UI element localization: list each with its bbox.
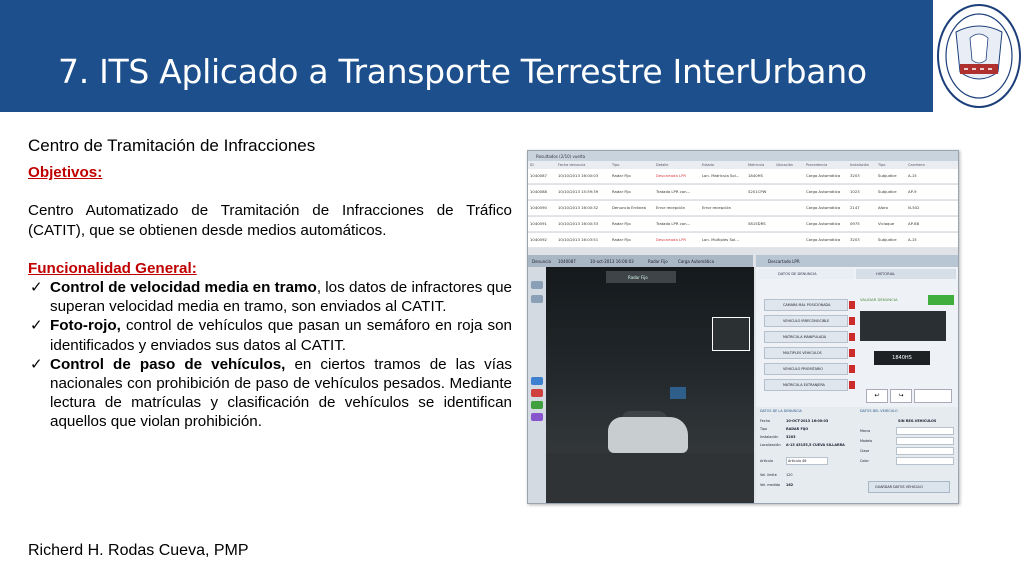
- tab-label: HISTORIAL: [876, 272, 896, 276]
- road: [546, 453, 754, 503]
- action-button[interactable]: [764, 299, 848, 311]
- tool-icon[interactable]: [531, 377, 543, 385]
- table-cell: 1040090: [530, 205, 547, 210]
- table-cell: 1040092: [530, 237, 547, 242]
- save-vehicle-button[interactable]: [868, 481, 950, 493]
- table-cell: 1040088: [530, 189, 547, 194]
- tool-icon[interactable]: [531, 401, 543, 409]
- table-cell: Carga Automática: [806, 173, 841, 178]
- author-name: Richerd H. Rodas Cueva, PMP: [28, 542, 249, 559]
- form-value: A-15 45155,5 CUEVA SILLARRA: [786, 443, 845, 447]
- table-cell: Carga Automática: [806, 189, 841, 194]
- check-icon: ✓: [30, 279, 43, 297]
- flag-icon: [849, 381, 855, 389]
- table-row[interactable]: [528, 201, 958, 216]
- table-cell: AP-68: [908, 221, 920, 226]
- radar-photo: [546, 267, 754, 503]
- check-icon: ✓: [30, 317, 43, 335]
- denuncia-form: [756, 407, 958, 503]
- flag-icon: [849, 301, 855, 309]
- list-item: [28, 278, 512, 316]
- table-cell: 3203: [850, 237, 860, 242]
- slide-title: 7. ITS Aplicado a Transporte Terrestre InterUrbano: [58, 52, 867, 91]
- bullet-text: , los datos de infractores que superan velocidad media en tramo, son enviados al CATIT.: [50, 279, 512, 316]
- column-header: Detalle: [656, 163, 669, 167]
- table-cell: 10/10/2013 16:00:32: [558, 205, 599, 210]
- tool-icon[interactable]: [531, 413, 543, 421]
- table-cell: 5815DRS: [748, 221, 766, 226]
- university-seal-logo: [936, 2, 1022, 110]
- form-value: 162: [786, 483, 794, 487]
- table-row[interactable]: [528, 217, 958, 232]
- form-value: SIN REG.VEHICULOS: [898, 419, 937, 423]
- table-cell: Vicioque: [878, 221, 895, 226]
- table-cell: Lon. Matrícula Sol...: [702, 173, 740, 178]
- table-cell: 1040091: [530, 221, 547, 226]
- redo-icon[interactable]: ↪: [890, 389, 912, 403]
- form-label: Vel. limite: [760, 473, 777, 477]
- tab-datos-denuncia[interactable]: [758, 269, 854, 279]
- form-label: Clase: [860, 449, 870, 453]
- tool-icon[interactable]: [531, 295, 543, 303]
- validate-label: VALIDAR DENUNCIA: [860, 297, 898, 302]
- toolbar-text: Carga Automática: [678, 259, 715, 264]
- form-value: 120: [786, 473, 793, 477]
- table-cell: Radar Fijo: [612, 173, 631, 178]
- photo-label: Radar Fijo: [628, 275, 648, 280]
- column-header: Procedencia: [806, 163, 828, 167]
- table-cell: Lon. Multiples Sol...: [702, 237, 739, 242]
- marca-field[interactable]: [896, 427, 954, 435]
- objectives-text: Centro Automatizado de Tramitación de Infracciones de Tráfico (CATIT), que se obtienen desde medios automáticos.: [28, 202, 512, 239]
- form-section-title: DATOS DE LA DENUNCIA: [760, 409, 802, 413]
- table-cell: Radar Fijo: [612, 221, 631, 226]
- bullet-bold: Control de velocidad media en tramo: [50, 279, 317, 297]
- button-label: GUARDAR DATOS VEHICULO: [875, 485, 923, 489]
- catit-app-screenshot: [527, 150, 959, 504]
- toolbar-text: 10-oct-2013 16:00:03: [590, 259, 634, 264]
- column-header: Matrícula: [748, 163, 765, 167]
- button-label: MULTIPLES VEHICULOS: [783, 351, 822, 355]
- bullet-bold: Control de paso de vehículos,: [50, 355, 286, 373]
- form-value: RADAR FIJO: [786, 427, 809, 431]
- table-cell: AP-9: [908, 189, 917, 194]
- tool-icon[interactable]: [531, 389, 543, 397]
- toolbar-text: 1040087: [558, 259, 576, 264]
- table-cell: 1840HS: [748, 173, 763, 178]
- tab-historial[interactable]: [856, 269, 956, 279]
- button-label: MATRICULA MANIPULADA: [783, 335, 827, 339]
- table-cell: Descartada LPR: [656, 237, 687, 242]
- table-cell: Carga Automática: [806, 221, 841, 226]
- table-cell: 10/10/2013 16:00:03: [558, 173, 599, 178]
- flag-icon: [849, 365, 855, 373]
- road-sign: [670, 387, 686, 399]
- flag-icon: [849, 317, 855, 325]
- undo-icon[interactable]: ↩: [866, 389, 888, 403]
- car: [608, 417, 688, 453]
- results-header: [528, 151, 958, 161]
- button-label: VEHICULO PRIORITARIO: [783, 367, 823, 371]
- results-title: Resultados (2/10) vuelta: [536, 154, 586, 159]
- table-cell: 3203: [850, 173, 860, 178]
- table-cell: Aforo: [878, 205, 888, 210]
- column-header: Instalación: [850, 163, 869, 167]
- tool-icon[interactable]: [531, 281, 543, 289]
- table-cell: Error recepción: [702, 205, 731, 210]
- column-header: ID: [530, 163, 534, 167]
- form-label: Tipo: [760, 427, 768, 431]
- table-row[interactable]: [528, 185, 958, 200]
- column-header: Tipo: [612, 163, 620, 167]
- clase-select[interactable]: [896, 447, 954, 455]
- table-row[interactable]: [528, 169, 958, 184]
- table-cell: Carga Automática: [806, 205, 841, 210]
- photo-label-bar: [606, 271, 676, 283]
- form-section-title: DATOS DEL VEHÍCULO: [860, 409, 898, 413]
- table-cell: A-15: [908, 237, 917, 242]
- column-header: Estado: [702, 163, 714, 167]
- table-cell: 1023: [850, 189, 860, 194]
- detail-panel: [756, 255, 958, 503]
- flag-icon: [849, 349, 855, 357]
- table-row[interactable]: [528, 233, 958, 248]
- table-cell: 2147: [850, 205, 860, 210]
- action-button[interactable]: [764, 347, 848, 359]
- form-value: 10-OCT-2013 16:00:03: [786, 419, 829, 423]
- action-button[interactable]: [764, 331, 848, 343]
- form-label: Localización: [760, 443, 781, 447]
- bullet-text: control de vehículos que pasan un semáforo en roja son identificados y enviados sus datos al CATIT.: [50, 317, 512, 354]
- button-label: CAMARA MAL POSICIONADA: [783, 303, 831, 307]
- form-value: 3203: [786, 435, 796, 439]
- table-cell: 10/10/2013 16:00:33: [558, 221, 599, 226]
- validate-button[interactable]: [928, 295, 954, 305]
- flag-icon: [849, 333, 855, 341]
- table-cell: A-15: [908, 173, 917, 178]
- spacer: [28, 182, 512, 201]
- table-cell: Denuncia Errónea: [612, 205, 646, 210]
- column-header: Fecha denuncia: [558, 163, 586, 167]
- form-label: Modelo: [860, 439, 873, 443]
- list-item: [28, 355, 512, 432]
- color-select[interactable]: [896, 457, 954, 465]
- modelo-field[interactable]: [896, 437, 954, 445]
- toolbar-text: Denuncia: [532, 259, 551, 264]
- results-columns: [528, 161, 958, 169]
- action-button[interactable]: [764, 379, 848, 391]
- button-label: VEHICULO IRRECONOCIBLE: [783, 319, 830, 323]
- form-label: Fecha: [760, 419, 770, 423]
- table-cell: Descartada LPR: [656, 173, 687, 178]
- panel-tabs: [756, 269, 958, 279]
- table-cell: 1040087: [530, 173, 547, 178]
- panel-header: [756, 255, 958, 267]
- table-cell: Tratada LPR con...: [656, 189, 691, 194]
- button-label: MATRICULA EXTRANJERA: [783, 383, 825, 387]
- plate-text: 1840HS: [874, 351, 930, 365]
- save-data-button[interactable]: [914, 389, 952, 403]
- denuncia-toolbar: [528, 255, 753, 267]
- spacer: [28, 240, 512, 259]
- objectives-label: Objetivos:: [28, 164, 103, 182]
- panel-title: Descartado LPR: [768, 259, 800, 264]
- table-cell: Tratada LPR con...: [656, 221, 691, 226]
- column-header: Ubicación: [776, 163, 794, 167]
- table-cell: Error recepción: [656, 205, 685, 210]
- table-cell: 0975: [850, 221, 860, 226]
- form-label: Marca: [860, 429, 871, 433]
- column-header: Tipo: [878, 163, 886, 167]
- slide-content: [28, 136, 512, 432]
- table-cell: 5201CPW: [748, 189, 767, 194]
- action-button[interactable]: [764, 363, 848, 375]
- university-logo: [933, 0, 1024, 112]
- table-cell: Subjudice: [878, 173, 897, 178]
- slide-header: [0, 0, 1024, 112]
- section-title: Centro de Tramitación de Infracciones: [28, 136, 316, 155]
- form-label: Vel. medida: [760, 483, 780, 487]
- table-cell: N-502: [908, 205, 920, 210]
- table-cell: Subjudice: [878, 237, 897, 242]
- functionality-label: Funcionalidad General:: [28, 259, 197, 277]
- table-cell: 10/10/2013 16:03:51: [558, 237, 599, 242]
- table-cell: Radar Fijo: [612, 189, 631, 194]
- toolbar-text: Radar Fijo: [648, 259, 668, 264]
- bullet-text: en ciertos tramos de las vías nacionales con prohibición de paso de vehículos pesados. Mediante lectura de matrículas y clasificación de vehículos se identifican aquellos que violan prohibición.: [50, 355, 512, 431]
- table-cell: Carga Automática: [806, 237, 841, 242]
- form-label: Instalación: [760, 435, 779, 439]
- form-label: Color: [860, 459, 869, 463]
- tool-sidebar: [528, 267, 546, 503]
- check-icon: ✓: [30, 355, 43, 373]
- form-label: Artículo: [760, 459, 774, 463]
- column-header: Carretera: [908, 163, 925, 167]
- plate-crop: [860, 311, 946, 341]
- action-button[interactable]: [764, 315, 848, 327]
- table-cell: Radar Fijo: [612, 237, 631, 242]
- bullet-bold: Foto-rojo,: [50, 317, 121, 335]
- table-cell: 10/10/2013 15:59:39: [558, 189, 599, 194]
- functionality-list: [28, 278, 512, 432]
- tab-label: DATOS DE DENUNCIA: [778, 272, 817, 276]
- plate-inset: [712, 317, 750, 351]
- form-value: Artículo 48: [788, 459, 807, 463]
- list-item: [28, 316, 512, 354]
- table-cell: Subjudice: [878, 189, 897, 194]
